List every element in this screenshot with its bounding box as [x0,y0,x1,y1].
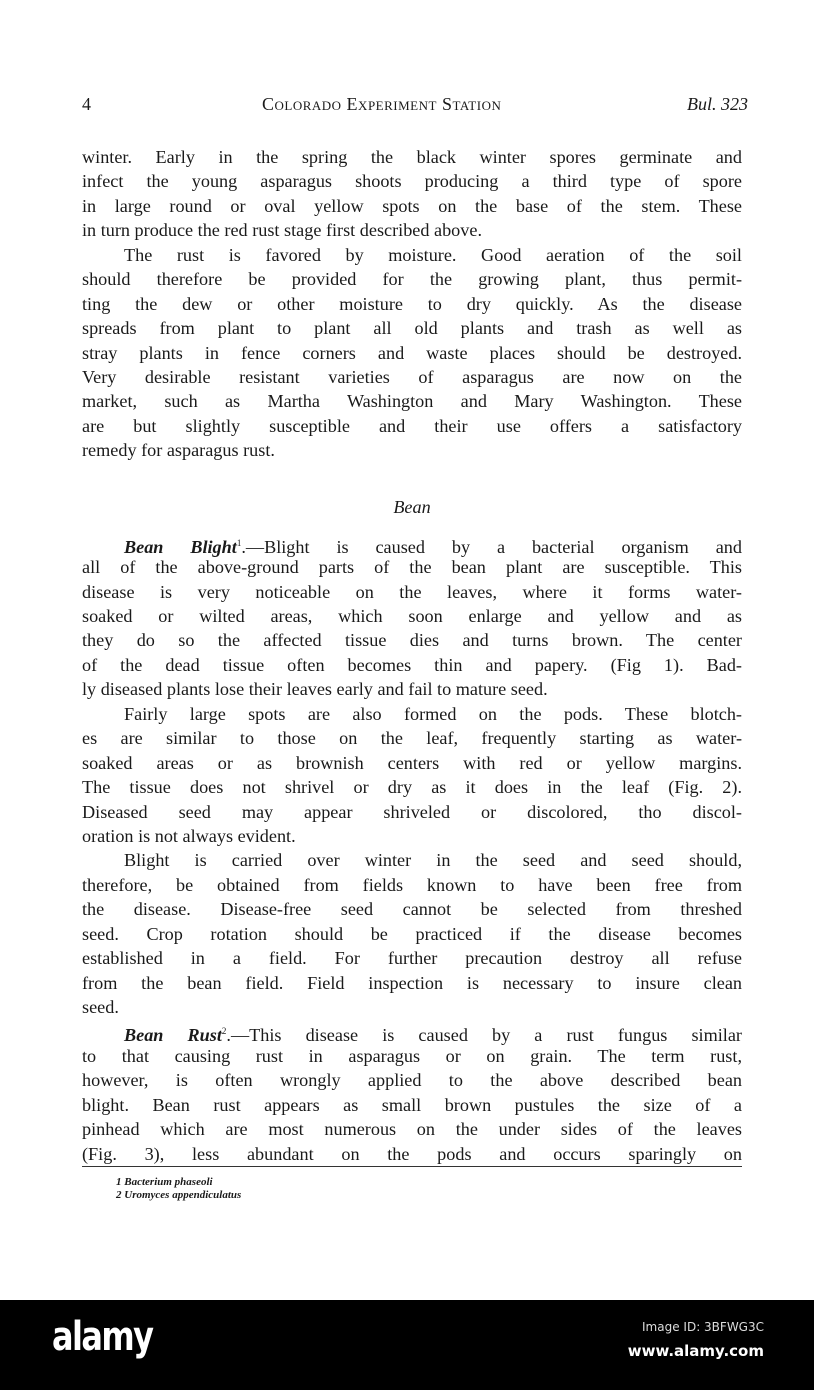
text-line: the disease. Disease-free seed cannot be selected from threshed [82,899,742,920]
text-line: remedy for asparagus rust. [82,440,275,461]
line-text: .—Blight is caused by a bacterial organism and [241,536,742,557]
paragraph [82,702,742,849]
bulletin-number: Bul. 323 [687,94,748,114]
bean-blight-title: Bean Blight [124,536,237,557]
text-line: therefore, be obtained from fields known to have been free from [82,874,742,895]
footnote-rule [82,1166,742,1167]
text-line: seed. Crop rotation should be practiced if the disease becomes [82,923,742,944]
paragraph [82,243,742,463]
text-line: they do so the affected tissue dies and turns brown. The center [82,630,742,651]
text-line: market, such as Martha Washington and Mary Washington. These [82,391,742,412]
text-line: blight. Bean rust appears as small brown pustules the size of a [82,1094,742,1115]
text-line: Blight is carried over winter in the seed and seed should, [124,850,742,871]
text-line: Very desirable resistant varieties of asparagus are now on the [82,366,742,387]
text-line: in turn produce the red rust stage first described above. [82,220,482,241]
paragraph-first-line [82,1019,742,1046]
alamy-logo: alamy [52,1314,153,1360]
footnote-2: 2 Uromyces appendiculatus [116,1189,242,1201]
text-line: of the dead tissue often becomes thin and papery. (Fig 1). Bad- [82,654,742,675]
paragraph [82,145,742,243]
watermark-url: www.alamy.com [627,1342,764,1360]
text-line: pinhead which are most numerous on the under sides of the leaves [82,1119,742,1140]
text-line: winter. Early in the spring the black winter spores germinate and [82,147,742,167]
paragraph-first-line [82,531,742,555]
paragraph [82,848,742,1019]
text-line: established in a field. For further precaution destroy all refuse [82,948,742,969]
footnote-1: 1 Bacterium phaseoli [116,1176,213,1188]
text-line: ly diseased plants lose their leaves early and fail to mature seed. [82,679,548,700]
section-heading: Bean [393,496,431,517]
paragraph [82,1044,742,1166]
watermark-bar [0,1300,814,1390]
text-line: es are similar to those on the leaf, frequently starting as water- [82,728,742,749]
text-line: to that causing rust in asparagus or on grain. The term rust, [82,1045,742,1066]
text-line: The tissue does not shrivel or dry as it does in the leaf (Fig. 2). [82,777,742,798]
paragraph [82,555,742,702]
text-line: (Fig. 3), less abundant on the pods and occurs sparingly on [82,1143,742,1164]
text-line: from the bean field. Field inspection is necessary to insure clean [82,972,742,993]
bean-rust-title: Bean Rust [124,1025,222,1046]
text-line: The rust is favored by moisture. Good aeration of the soil [124,244,742,265]
text-line: stray plants in fence corners and waste places should be destroyed. [82,342,742,363]
text-line: seed. [82,997,119,1017]
text-line: ting the dew or other moisture to dry quickly. As the disease [82,293,742,314]
text-line: are but slightly susceptible and their use offers a satisfactory [82,415,742,436]
image-id: Image ID: 3BFWG3C [642,1320,764,1334]
text-line: should therefore be provided for the growing plant, thus permit- [82,269,742,290]
body-text [82,145,742,1166]
text-line: in large round or oval yellow spots on the base of the stem. These [82,195,742,216]
text-line: all of the above-ground parts of the bean plant are susceptible. This [82,557,742,578]
text-line: oration is not always evident. [82,825,296,846]
text-line: Diseased seed may appear shriveled or discolored, tho discol- [82,801,742,822]
running-header [82,94,748,118]
footnote-ref: 2 [221,1026,227,1037]
text-line: disease is very noticeable on the leaves, where it forms water- [82,581,742,602]
running-title: Colorado Experiment Station [262,94,502,114]
text-line: soaked or wilted areas, which soon enlarge and yellow and as [82,606,742,626]
footnotes [116,1176,241,1202]
page-number: 4 [82,94,91,114]
line-text: .—This disease is caused by a rust fungus similar [226,1025,742,1046]
text-line: infect the young asparagus shoots producing a third type of spore [82,171,742,192]
text-line: soaked areas or as brownish centers with red or yellow margins. [82,752,742,773]
text-line: spreads from plant to plant all old plants and trash as well as [82,318,742,339]
footnote-ref: 1 [236,537,242,548]
text-line: Fairly large spots are also formed on the pods. These blotch- [124,703,742,724]
text-line: however, is often wrongly applied to the above described bean [82,1070,742,1091]
